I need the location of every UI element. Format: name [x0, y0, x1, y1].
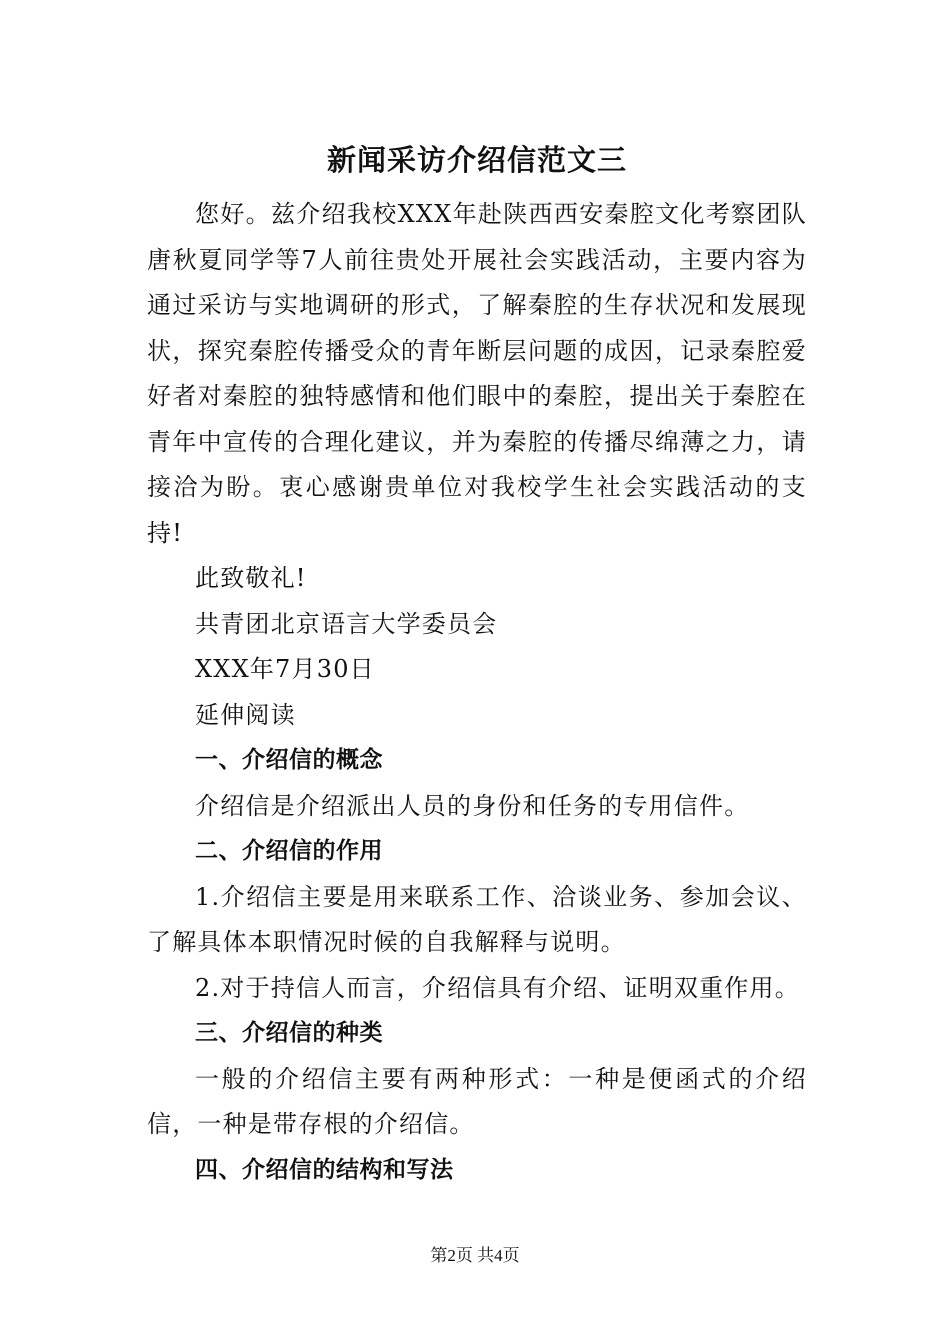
section-heading-concept: 一、介绍信的概念	[195, 747, 383, 773]
letter-salutation: 此致敬礼!	[195, 564, 307, 592]
section-paragraph: 一般的介绍信主要有两种形式：一种是便函式的介绍信，一种是带存根的介绍信。	[147, 1064, 807, 1138]
extended-reading-label: 延伸阅读	[195, 700, 296, 729]
section-paragraph: 1.介绍信主要是用来联系工作、洽谈业务、参加会议、了解具体本职情况时候的自我解释与说明。	[147, 882, 807, 956]
document-content	[147, 134, 807, 1193]
section-heading-types: 三、介绍信的种类	[195, 1020, 383, 1046]
letter-signature: 共青团北京语言大学委员会	[195, 609, 498, 638]
section-heading-structure: 四、介绍信的结构和写法	[195, 1156, 454, 1183]
letter-body: 您好。兹介绍我校XXX年赴陕西西安秦腔文化考察团队唐秋夏同学等7人前往贵处开展社会实践活动，主要内容为通过采访与实地调研的形式，了解秦腔的生存状况和发展现状，探究秦腔传播受众的青年断层问题的成因，记录秦腔爱好者对秦腔的独特感情和他们眼中的秦腔，提出关于秦腔在青年中宣传的合理化建议，并为秦腔的传播尽绵薄之力，请接洽为盼。衷心感谢贵单位对我校学生社会实践活动的支持!	[147, 200, 807, 547]
section-heading-function: 二、介绍信的作用	[195, 838, 383, 864]
document-title: 新闻采访介绍信范文三	[326, 143, 627, 177]
section-paragraph: 介绍信是介绍派出人员的身份和任务的专用信件。	[195, 791, 750, 820]
page-number-footer: 第2页 共4页	[430, 1246, 520, 1265]
letter-date: XXX年7月30日	[195, 655, 375, 683]
section-paragraph: 2.对于持信人而言，介绍信具有介绍、证明双重作用。	[195, 973, 800, 1002]
